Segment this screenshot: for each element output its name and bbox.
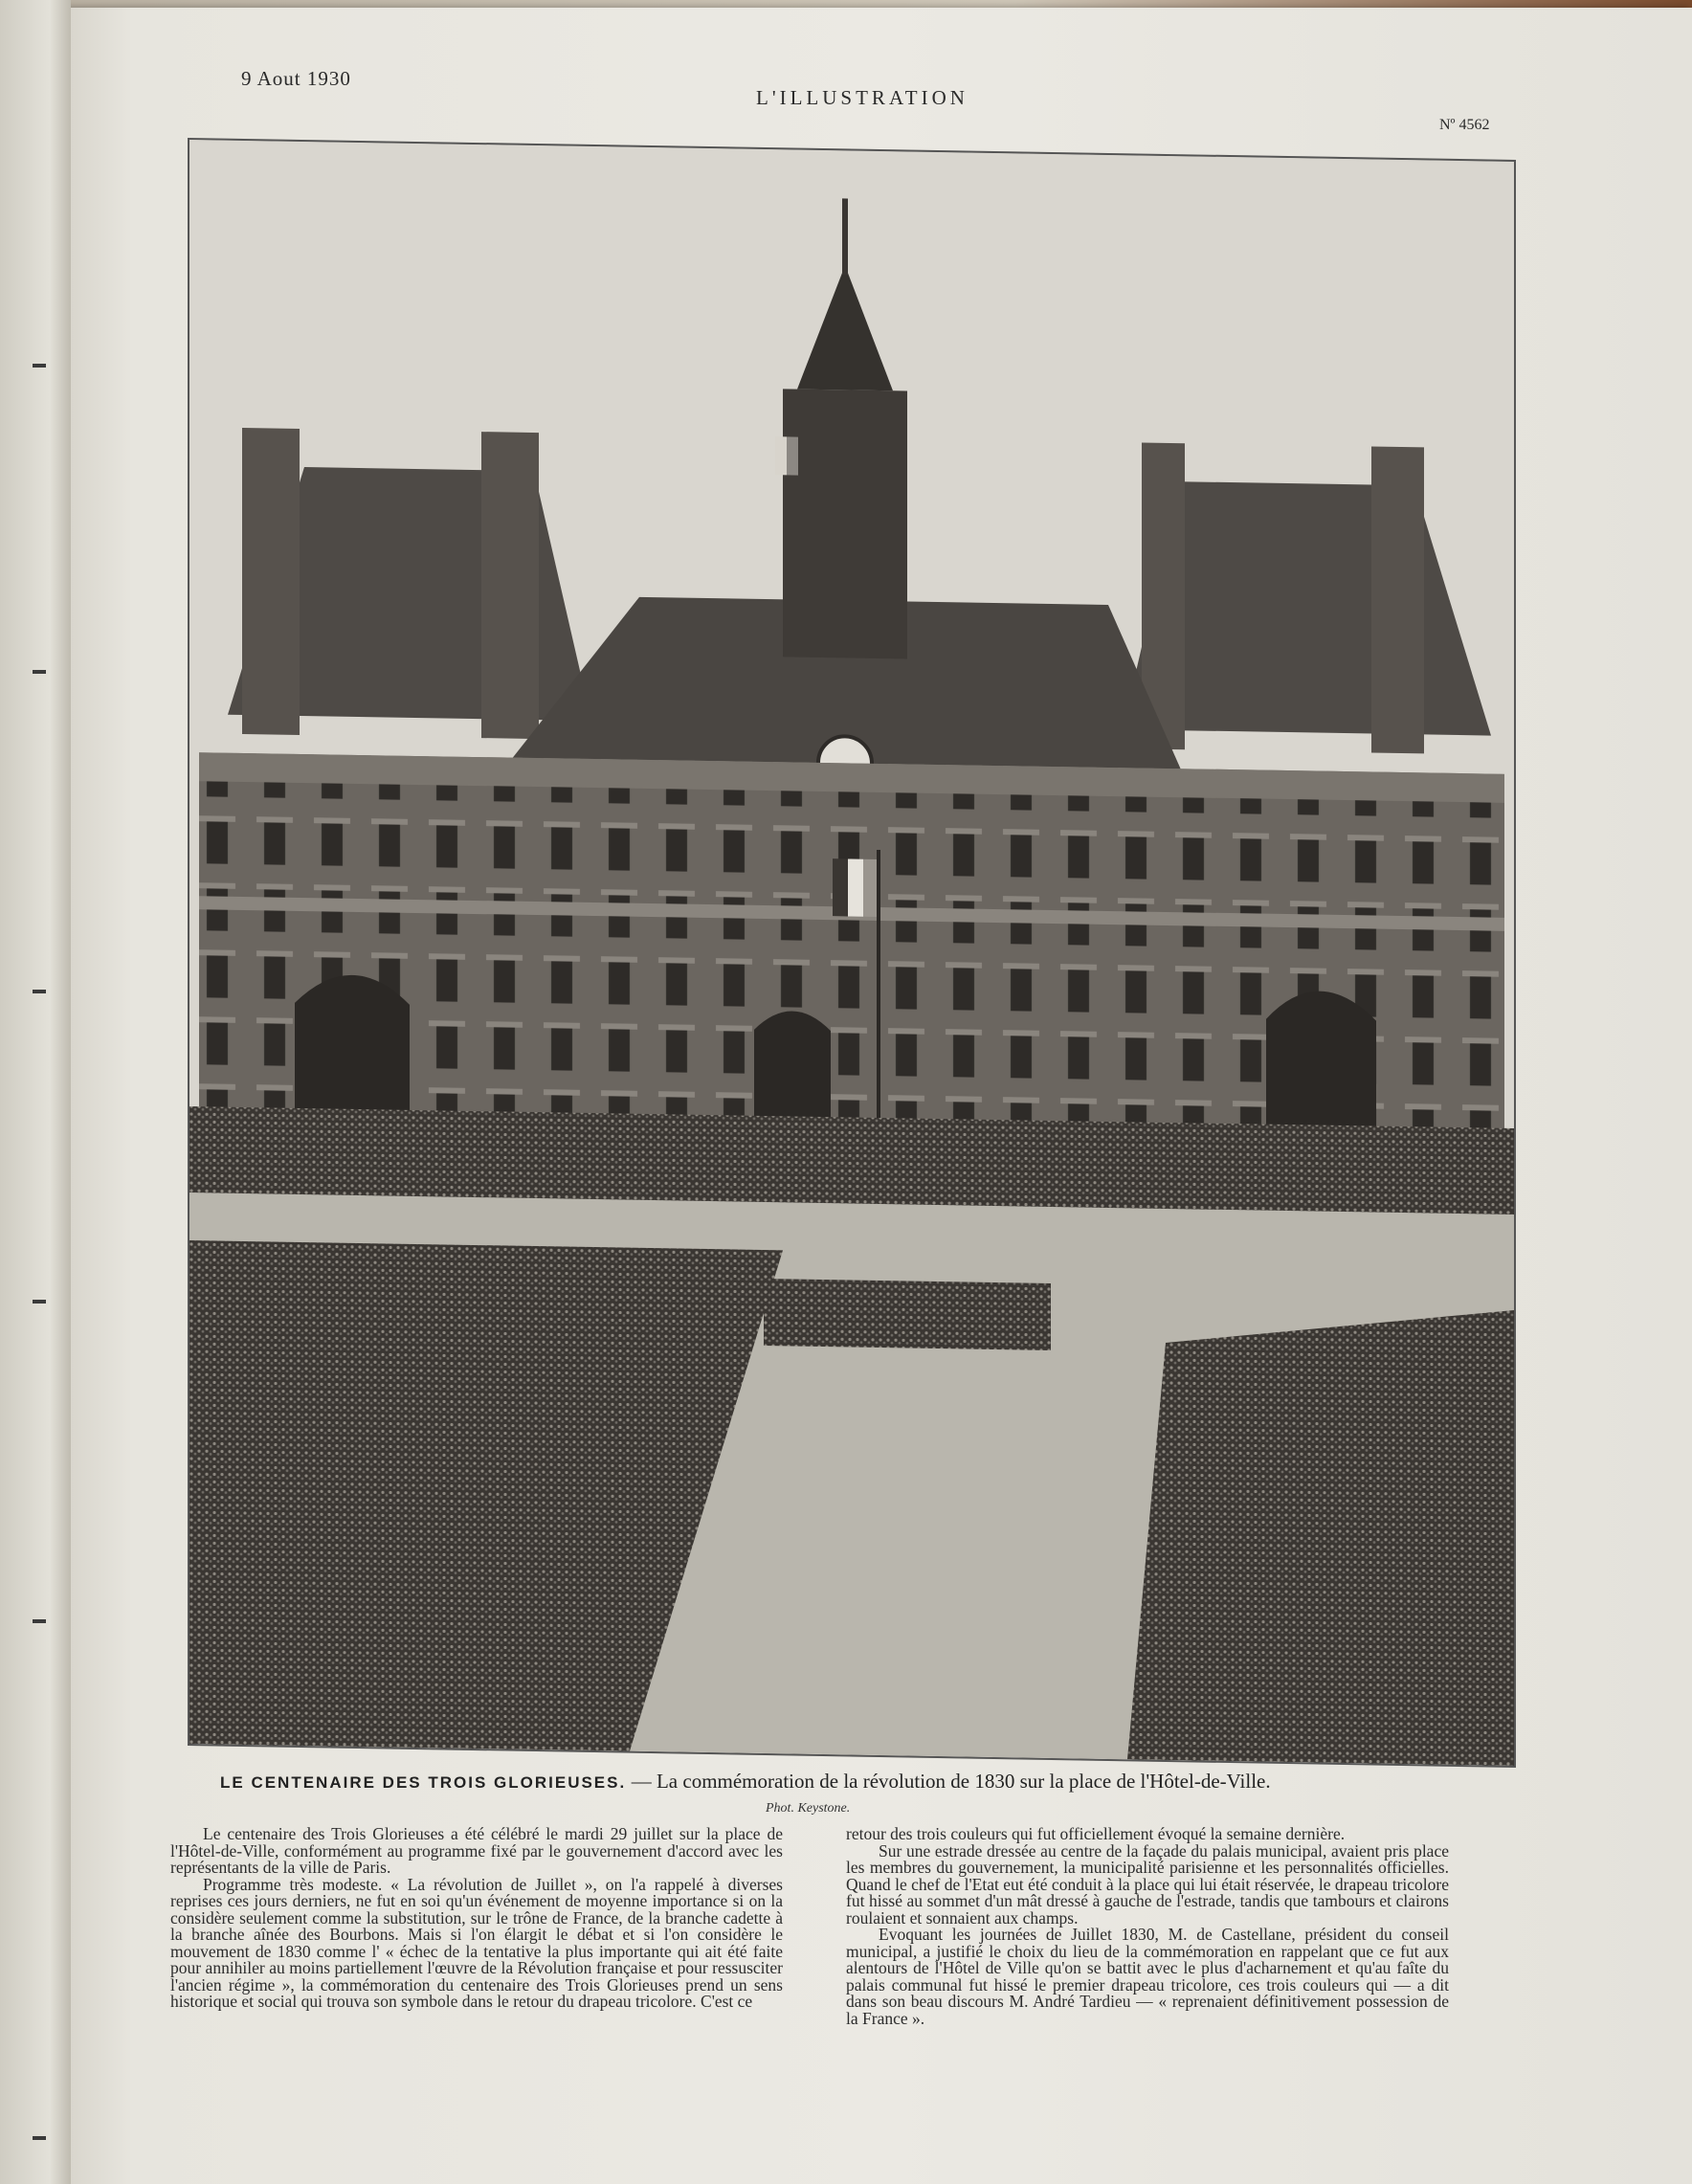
binding-stitch bbox=[33, 670, 46, 674]
photo-credit: Phot. Keystone. bbox=[766, 1801, 851, 1816]
article-paragraph: Evoquant les journées de Juillet 1830, M. de Castellane, président du conseil municipal, a justifié le choix du lieu de la commémoration en rappelant que ce fut aux alentours de l'Hôtel de Ville qu'on se battit avec le plus d'acharnement et qu'au faîte du palais communal fut hissé le premier drapeau tricolore, ces trois couleurs qui — a dit dans son beau discours M. André Tardieu — « reprenaient définitivement possession de la France ». bbox=[846, 1925, 1449, 2028]
article-paragraph: Programme très modeste. « La révolution de Juillet », on l'a rappelé à diverses reprises ces jours derniers, ne fut en soi qu'un événement de moyenne importance si on la considère seulement comme la substitution, sur le trône de France, de la branche cadette à la branche aînée des Bourbons. Mais si l'on élargit le débat et si l'on considère le mouvement de 1830 comme l' « échec de la tentative la plus importante qui ait été faite pour annihiler au moins partiellement l'œuvre de la Révolution française et pour ressusciter l'ancien régime », la commémoration du centenaire des Trois Glorieuses prend un sens historique et social qui trouva son symbole dans le retour du drapeau tricolore. C'est ce bbox=[170, 1874, 783, 2011]
caption-title: LE CENTENAIRE DES TROIS GLORIEUSES. bbox=[220, 1773, 627, 1792]
binding-stitch bbox=[33, 364, 46, 368]
page-header bbox=[0, 63, 1692, 133]
binding-stitch bbox=[33, 1619, 46, 1623]
article-paragraph: Le centenaire des Trois Glorieuses a été célébré le mardi 29 juillet sur la place de l'Hôtel-de-Ville, conformément au programme fixé par le gouvernement d'accord avec les représentants de la ville de Paris. bbox=[170, 1824, 783, 1877]
journal-title: L'ILLUSTRATION bbox=[756, 86, 968, 109]
issue-date: 9 Aout 1930 bbox=[241, 67, 351, 90]
photo-caption bbox=[220, 1769, 1464, 1799]
binding-stitch bbox=[33, 1300, 46, 1304]
caption-subtitle: — La commémoration de la révolution de 1830 sur la place de l'Hôtel-de-Ville. bbox=[631, 1770, 1271, 1793]
article-column-left bbox=[170, 1826, 783, 2011]
left-page-edge bbox=[0, 0, 71, 2184]
hotel-de-ville-photo bbox=[189, 140, 1514, 1766]
binding-stitch bbox=[33, 2136, 46, 2140]
article-column-right bbox=[846, 1826, 1449, 2027]
main-photograph bbox=[188, 138, 1516, 1768]
article-paragraph: Sur une estrade dressée au centre de la façade du palais municipal, avaient pris place les membres du gouvernement, la municipalité parisienne et les personnalités officielles. Quand le chef de l'Etat eut été conduit à la place qui lui était réservée, le drapeau tricolore fut hissé au sommet d'un mât dressé à gauche de l'estrade, tandis que tambours et clairons roulaient et sonnaient aux champs. bbox=[846, 1840, 1449, 1928]
binding-stitch bbox=[33, 990, 46, 993]
issue-number: Nº 4562 bbox=[1439, 117, 1490, 133]
article-paragraph: retour des trois couleurs qui fut officiellement évoqué la semaine dernière. bbox=[846, 1824, 1346, 1843]
